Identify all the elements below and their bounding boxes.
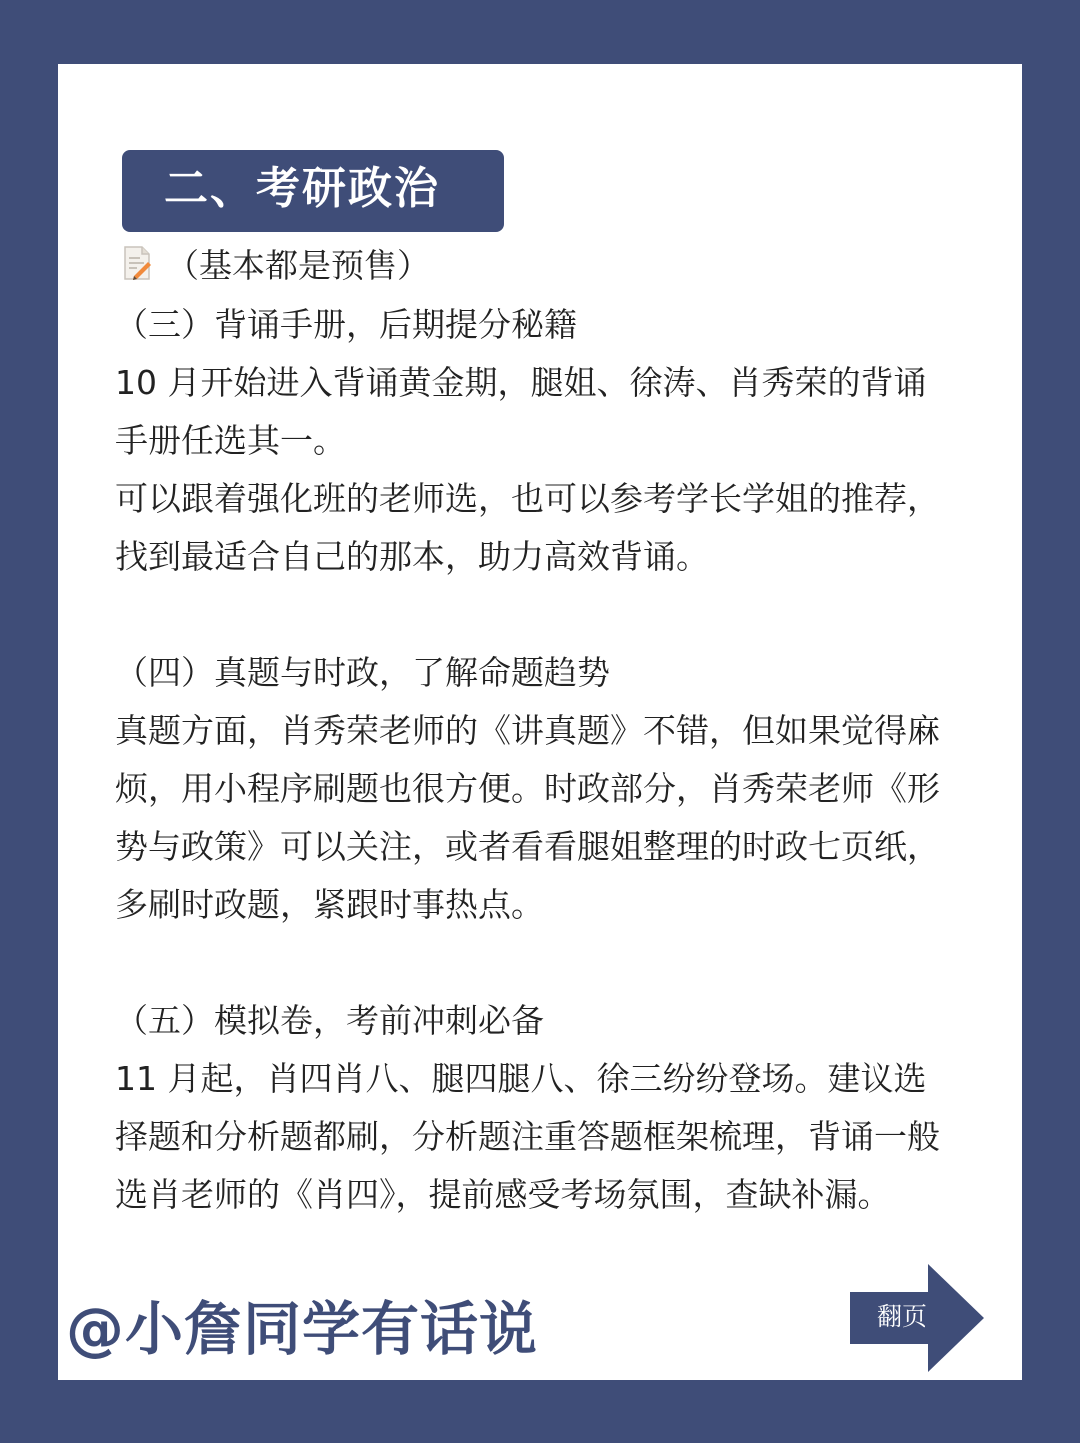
paragraph-gap <box>115 934 973 992</box>
author-handle: @小詹同学有话说 <box>66 1295 539 1363</box>
paragraph-line: 10 月开始进入背诵黄金期，腿姐、徐涛、肖秀荣的背诵 <box>115 363 927 402</box>
memo-icon <box>122 246 152 280</box>
next-page-button[interactable] <box>850 1264 984 1372</box>
paragraph-line: 11 月起，肖四肖八、腿四腿八、徐三纷纷登场。建议选 <box>115 1059 927 1098</box>
paragraph-line: 真题方面，肖秀荣老师的《讲真题》不错，但如果觉得麻 <box>115 711 940 750</box>
paragraph-line: 势与政策》可以关注，或者看看腿姐整理的时政七页纸， <box>115 827 940 866</box>
paragraph-line: 烦，用小程序刷题也很方便。时政部分，肖秀荣老师《形 <box>115 769 940 808</box>
section-heading: 二、考研政治 <box>164 163 440 214</box>
presale-note: （基本都是预售） <box>166 245 430 285</box>
paragraph-line: 可以跟着强化班的老师选，也可以参考学长学姐的推荐， <box>115 479 940 518</box>
paragraph-line: 择题和分析题都刷，分析题注重答题框架梳理，背诵一般 <box>115 1117 940 1156</box>
content-card <box>58 64 1022 1380</box>
paragraph-gap <box>115 586 973 644</box>
next-page-label: 翻页 <box>876 1302 927 1331</box>
subheading-mock-exams: （五）模拟卷，考前冲刺必备 <box>115 1001 544 1040</box>
article-body <box>115 296 973 1224</box>
paragraph-line: 手册任选其一。 <box>115 421 346 460</box>
note-row <box>122 240 430 286</box>
paragraph-line: 选肖老师的《肖四》，提前感受考场氛围，查缺补漏。 <box>115 1175 891 1214</box>
paragraph-line: 找到最适合自己的那本，助力高效背诵。 <box>115 537 709 576</box>
subheading-past-papers: （四）真题与时政，了解命题趋势 <box>115 653 610 692</box>
subheading-recitation: （三）背诵手册，后期提分秘籍 <box>115 305 577 344</box>
section-heading-box <box>122 150 504 232</box>
paragraph-line: 多刷时政题，紧跟时事热点。 <box>115 885 544 924</box>
